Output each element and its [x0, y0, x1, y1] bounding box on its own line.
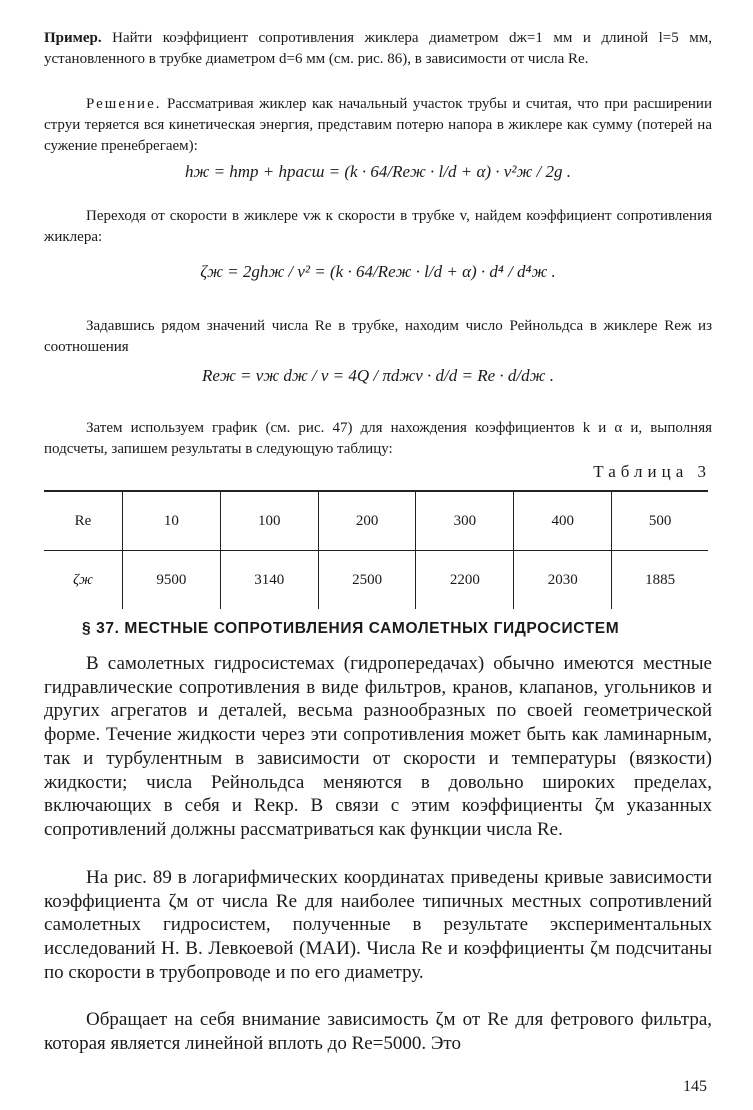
table-cell: 100 — [220, 491, 318, 551]
example-text: Найти коэффициент сопротивления жиклера диаметром dж=1 мм и длиной l=5 мм, установленного в трубке диаметром d=6 мм (см. рис. 86), в зависимости от числа Re. — [44, 30, 713, 67]
page-number: 145 — [683, 1078, 707, 1095]
table-cell: 400 — [514, 491, 612, 551]
body-paragraph-3: Обращает на себя внимание зависимость ζм от Re для фетрового фильтра, которая является линейной вплоть до Re=5000. Это — [44, 1009, 712, 1054]
table-cell: 2200 — [416, 551, 514, 610]
solution-label: Решение. — [86, 96, 162, 112]
table-row — [44, 551, 708, 610]
table-row — [44, 491, 708, 551]
formula-head-loss: hж = hтр + hрасш = (k · 64/Reж · l/d + α) · v²ж / 2g . — [185, 162, 571, 181]
example-paragraph — [44, 28, 712, 70]
section-heading: § 37. МЕСТНЫЕ СОПРОТИВЛЕНИЯ САМОЛЕТНЫХ ГИДРОСИСТЕМ — [82, 620, 620, 637]
table-cell: 3140 — [220, 551, 318, 610]
solution-text: Рассматривая жиклер как начальный участок трубы и считая, что при расширении струи теряется вся кинетическая энергия, представим потерю напора в жиклере как сумму (потерей на сужение пренебрегаем): — [44, 96, 712, 154]
table-cell: 200 — [318, 491, 416, 551]
table-cell: 300 — [416, 491, 514, 551]
formula-resistance-coefficient: ζж = 2ghж / v² = (k · 64/Reж · l/d + α) · d⁴ / d⁴ж . — [200, 262, 556, 281]
example-label: Пример. — [44, 30, 102, 46]
table-cell: 9500 — [123, 551, 221, 610]
table-cell: ζж — [72, 571, 94, 588]
table-cell: 500 — [612, 491, 708, 551]
reynolds-paragraph: Задавшись рядом значений числа Re в трубке, находим число Рейнольдса в жиклере Reж из соотношения — [44, 318, 712, 355]
table-cell: 10 — [123, 491, 221, 551]
table-intro-paragraph: Затем используем график (см. рис. 47) для нахождения коэффициентов k и α и, выполняя подсчеты, запишем результаты в следующую таблицу: — [44, 420, 712, 457]
table-cell: 2030 — [514, 551, 612, 610]
transition-paragraph: Переходя от скорости в жиклере vж к скорости в трубке v, найдем коэффициент сопротивления жиклера: — [44, 208, 712, 245]
table-cell: 2500 — [318, 551, 416, 610]
body-paragraph-1: В самолетных гидросистемах (гидропередачах) обычно имеются местные гидравлические сопротивления в виде фильтров, кранов, клапанов, угольников и других агрегатов и деталей, весьма разнообразных по своей геометрической форме. Течение жидкости через эти сопротивления может быть как ламинарным, так и турбулентным в зависимости от скорости и температуры (вязкости) жидкости; числа Рейнольдса меняются в довольно широких пределах, включающих в себя и Reкр. В связи с этим коэффициенты ζм указанных сопротивлений должны рассматриваться как функции числа Re. — [44, 653, 712, 840]
results-table — [44, 490, 708, 609]
table-cell: Re — [44, 491, 123, 551]
body-paragraph-2: На рис. 89 в логарифмических координатах приведены кривые зависимости коэффициента ζм от числа Re для наиболее типичных местных сопротивлений самолетных гидросистем, полученные в результате экспериментальных исследований Н. В. Левкоевой (МАИ). Числа Re и коэффициенты ζм подсчитаны по скорости в трубопроводе и по его диаметру. — [44, 867, 712, 983]
formula-reynolds: Reж = vж dж / ν = 4Q / πdжν · d/d = Re · d/dж . — [202, 366, 554, 385]
table-label: Таблица 3 — [593, 462, 711, 481]
table-cell: 1885 — [612, 551, 708, 610]
solution-paragraph — [44, 94, 712, 157]
